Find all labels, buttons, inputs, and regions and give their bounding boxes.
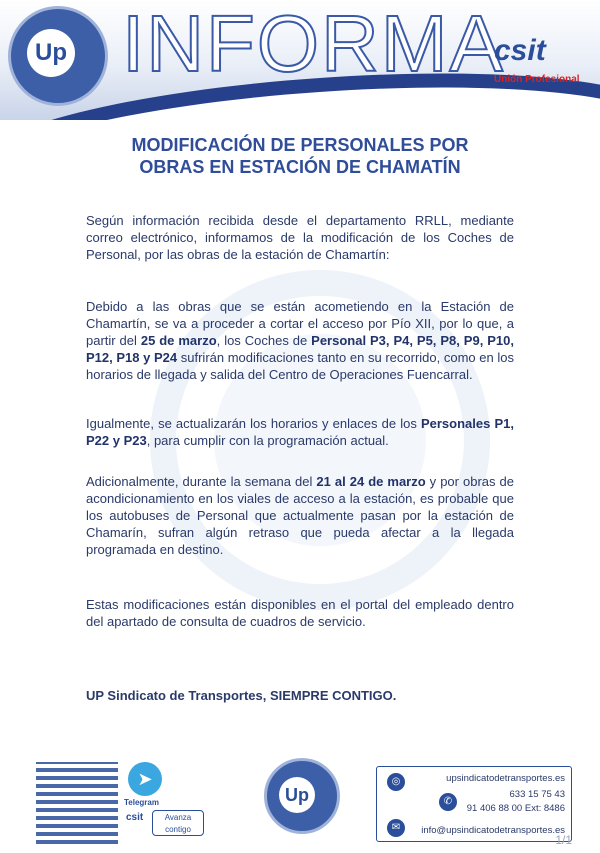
p4-text-c: y por obras de acondicionamiento en los viales de acceso a la estación, es probable que los autobuses de Personal que actualmente pasan por la estación de Chamarín, sufran algún retraso que pueda afectar a la llegada programada en destino. [86, 474, 514, 557]
contact-phone-2[interactable]: 91 406 88 00 Ext: 8486 [466, 803, 565, 814]
header-banner [0, 0, 600, 120]
paragraph-portal: Estas modificaciones están disponibles en el portal del empleado dentro del apartado de consulta de cuadros de servicio. [86, 597, 514, 629]
paragraph-obras [86, 298, 514, 383]
paragraph-horarios [86, 415, 514, 449]
p2-text-c: , los Coches de [216, 333, 312, 348]
p2-personales: Personal P3, P4, P5, P8, P9, P10, P12, P18 y P24 [86, 333, 514, 365]
qr-code[interactable] [34, 760, 120, 846]
contact-phone-1[interactable]: 633 15 75 43 [509, 789, 565, 800]
telegram-label: Telegram [124, 798, 159, 807]
contact-email[interactable]: info@upsindicatodetransportes.es [421, 825, 565, 836]
footer [0, 752, 600, 853]
title-line-2: OBRAS EN ESTACIÓN DE CHAMATÍN [139, 157, 461, 177]
closing-signature: UP Sindicato de Transportes, SIEMPRE CONTIGO. [86, 688, 397, 703]
document-title [60, 134, 540, 178]
paragraph-intro: Según información recibida desde el departamento RRLL, mediante correo electrónico, informamos de la modificación de los Coches de Personal, por las obras de la estación de Chamartín: [86, 213, 514, 262]
p2-date: 25 de marzo [140, 333, 217, 348]
phone-icon: ✆ [439, 793, 457, 811]
p3-text-c: , para cumplir con la programación actual. [146, 433, 389, 448]
avanza-line-1: Avanza [164, 813, 192, 822]
p3-personales: Personales P1, P22 y P23 [86, 416, 514, 448]
csit-logo-text: csit [494, 34, 546, 67]
p2-text-a: Debido a las obras que se están acometiendo en la Estación de Chamartín, se va a proceder a cortar el acceso por Pío XII, por lo que, a partir del [86, 299, 514, 348]
p2-text-e: sufrirán modificaciones tanto en su recorrido, como en los horarios de llegada y salida del Centro de Operaciones Fuencarral. [86, 350, 514, 382]
telegram-icon[interactable]: ➤ [128, 762, 162, 796]
avanza-line-2: contigo [165, 825, 191, 834]
avanza-contigo-logo [152, 810, 204, 836]
csit-small-logo: csit [126, 812, 144, 823]
contact-box [376, 766, 572, 842]
csit-logo-subtitle: Unión Profesional [494, 74, 580, 85]
up-logo-text: Up [27, 29, 75, 77]
globe-icon: ◎ [387, 773, 405, 791]
up-union-logo [8, 6, 108, 106]
paragraph-retrasos [86, 473, 514, 558]
p4-text-a: Adicionalmente, durante la semana del [86, 474, 317, 489]
up-seal-logo [264, 758, 340, 834]
p3-text-a: Igualmente, se actualizarán los horarios y enlaces de los [86, 416, 421, 431]
p4-date-range: 21 al 24 de marzo [316, 474, 426, 489]
seal-text: Up [279, 777, 315, 813]
informa-title: INFORMA [122, 0, 505, 88]
csit-logo [494, 4, 590, 114]
page-number: 1/1 [555, 833, 572, 847]
contact-website[interactable]: upsindicatodetransportes.es [446, 773, 565, 784]
mail-icon: ✉ [387, 819, 405, 837]
title-line-1: MODIFICACIÓN DE PERSONALES POR [131, 135, 469, 155]
